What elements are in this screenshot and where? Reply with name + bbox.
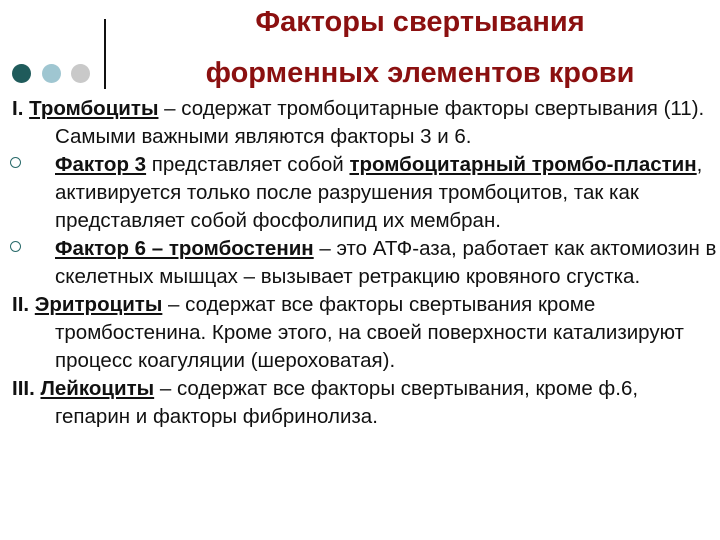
bullet-factor-6: [6, 235, 718, 291]
section-text: – содержат все факторы свертывания кроме тромбостенина. Кроме этого, на своей поверхности катализируют процесс коагуляции (шероховатая).: [55, 293, 684, 372]
section-name: Лейкоциты: [40, 377, 155, 400]
section-text: – содержат все факторы свертывания, кроме ф.6, гепарин и факторы фибринолиза.: [55, 377, 639, 428]
section-numeral: I.: [12, 97, 24, 120]
section-erythrocytes: [6, 291, 718, 375]
section-numeral: II.: [12, 293, 30, 316]
dot-light-blue-icon: [42, 64, 61, 83]
section-thrombocytes: [6, 95, 718, 151]
factor-name: Фактор 3: [55, 153, 147, 176]
factor-name: Фактор 6 – тромбостенин: [55, 237, 314, 260]
section-name: Эритроциты: [34, 293, 163, 316]
factor-term: тромбоцитарный тромбо-пластин: [349, 153, 697, 176]
ring-bullet-icon: [10, 241, 21, 252]
section-name: Тромбоциты: [29, 97, 159, 120]
dot-dark-icon: [12, 64, 31, 83]
slide-body: [6, 95, 718, 431]
section-leukocytes: [6, 375, 718, 431]
factor-text: , активируется только после разрушения тромбоцитов, так как представляет собой фосфолипид их мембран.: [55, 153, 703, 232]
dot-gray-icon: [71, 64, 90, 83]
factor-mid: представляет собой: [146, 153, 350, 176]
factor-text: – это АТФ-аза, работает как актомиозин в скелетных мышцах – вызывает ретракцию кровяного сгустка.: [55, 237, 717, 288]
slide-title-line1: Факторы свертывания: [255, 6, 585, 38]
bullet-factor-3: [6, 151, 718, 235]
ring-bullet-icon: [10, 157, 21, 168]
title-divider: [104, 19, 106, 89]
section-numeral: III.: [12, 377, 35, 400]
slide-title-line2: форменных элементов крови: [205, 57, 635, 89]
section-text: – содержат тромбоцитарные факторы свертывания (11). Самыми важными являются факторы 3 и 6.: [55, 97, 705, 148]
